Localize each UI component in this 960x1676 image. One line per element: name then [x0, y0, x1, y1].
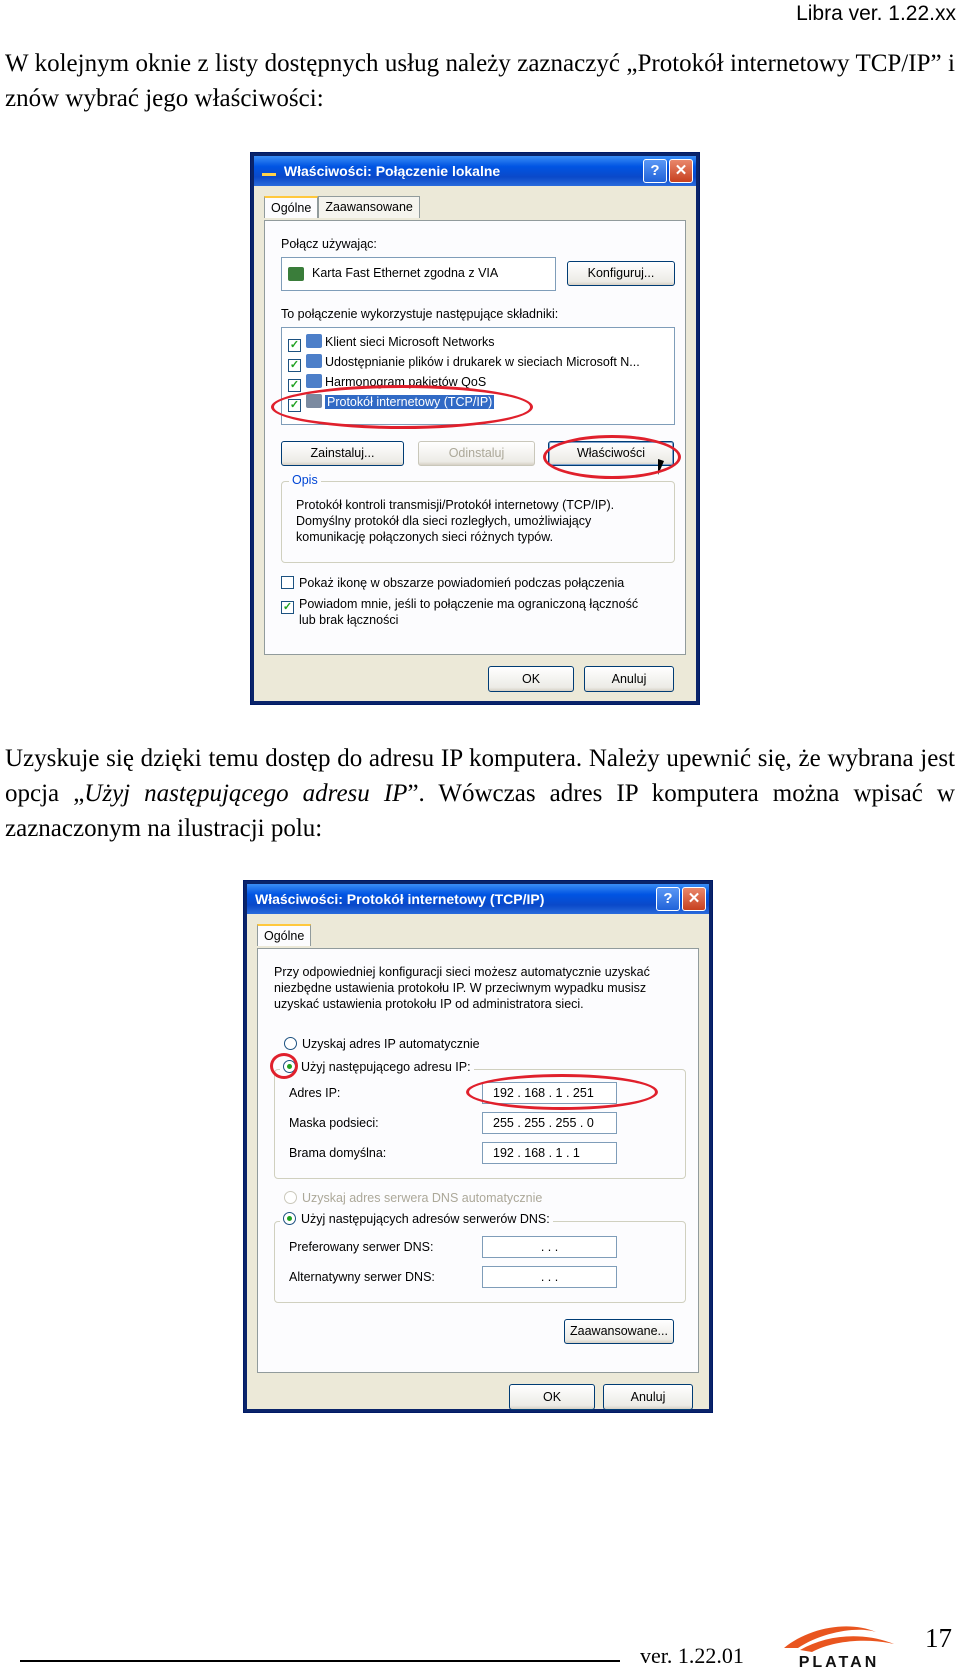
highlight-ring-ip-address: [466, 1074, 658, 1110]
manual-ip-option[interactable]: Użyj następującego adresu IP:: [280, 1060, 474, 1074]
description-line: Domyślny protokół dla sieci rozległych, umożliwiający: [296, 514, 592, 528]
cancel-button[interactable]: Anuluj: [603, 1384, 693, 1410]
description-label: Opis: [289, 473, 321, 487]
network-client-icon: [306, 334, 322, 348]
list-item[interactable]: ✓ Udostępnianie plików i drukarek w sieciach Microsoft N...: [289, 355, 640, 371]
radio-unselected[interactable]: [284, 1037, 297, 1050]
notify-option-line2: lub brak łączności: [299, 613, 399, 627]
adapter-name: Karta Fast Ethernet zgodna z VIA: [312, 266, 499, 280]
checkbox-checked[interactable]: ✓: [289, 339, 300, 351]
ok-button[interactable]: OK: [488, 666, 574, 692]
page-header-version: Libra ver. 1.22.xx: [796, 2, 956, 25]
checkbox-checked[interactable]: ✓: [282, 601, 293, 613]
manual-dns-option[interactable]: Użyj następujących adresów serwerów DNS:: [280, 1212, 553, 1226]
dialog-title: Właściwości: Połączenie lokalne: [283, 163, 501, 179]
preferred-dns-label: Preferowany serwer DNS:: [289, 1240, 434, 1254]
highlight-ring-properties: [543, 435, 681, 479]
ip-paragraph: Uzyskuje się dzięki temu dostęp do adresu IP komputera. Należy upewnić się, że wybrana jest opcja „Użyj następującego adresu IP”. Wówczas adres IP komputera można wpisać w zaznaczonym na ilustracji polu:: [5, 745, 955, 842]
help-button[interactable]: ?: [643, 159, 667, 183]
uninstall-button: Odinstaluj: [418, 441, 535, 466]
highlight-ring-manual-ip: [270, 1053, 298, 1079]
show-icon-option[interactable]: Pokaż ikonę w obszarze powiadomień podczas połączenia: [281, 576, 624, 590]
mask-label: Maska podsieci:: [289, 1116, 379, 1130]
dialog-title-bar: [254, 156, 696, 186]
footer-version: ver. 1.22.01: [640, 1643, 744, 1668]
close-button[interactable]: ✕: [682, 887, 706, 911]
close-button[interactable]: ✕: [669, 159, 693, 183]
tab-panel-general: [257, 948, 699, 1373]
dns-group: [274, 1212, 686, 1303]
radio-selected[interactable]: [283, 1212, 296, 1225]
radio-disabled: [284, 1191, 297, 1204]
ok-button[interactable]: OK: [509, 1384, 595, 1410]
adapter-field: [281, 257, 556, 291]
intro-line: niezbędne ustawienia protokołu IP. W przeciwnym wypadku musisz: [274, 981, 647, 995]
cancel-button[interactable]: Anuluj: [584, 666, 674, 692]
alternate-dns-label: Alternatywny serwer DNS:: [289, 1270, 435, 1284]
ip-label: Adres IP:: [289, 1086, 341, 1100]
ip-address-input[interactable]: 192 . 168 . 1 . 251: [482, 1082, 617, 1104]
help-button[interactable]: ?: [656, 887, 680, 911]
page-number: 17: [925, 1623, 952, 1653]
auto-dns-option: Uzyskaj adres serwera DNS automatycznie: [284, 1191, 542, 1205]
checkbox-checked[interactable]: ✓: [289, 399, 300, 411]
file-sharing-icon: [306, 354, 322, 368]
gateway-label: Brama domyślna:: [289, 1146, 387, 1160]
tab-advanced[interactable]: Zaawansowane: [318, 196, 420, 218]
intro-line: uzyskać ustawienia protokołu IP od administratora sieci.: [274, 997, 584, 1011]
connect-using-label: Połącz używając:: [281, 237, 377, 251]
tab-general[interactable]: Ogólne: [264, 196, 318, 218]
footer-rule: [20, 1660, 620, 1662]
logo-text: PLATAN: [798, 1654, 880, 1670]
dialog-title: Właściwości: Protokół internetowy (TCP/IP): [255, 891, 545, 907]
advanced-button[interactable]: Zaawansowane...: [564, 1319, 674, 1344]
notify-option[interactable]: ✓ Powiadom mnie, jeśli to połączenie ma ograniczoną łączność: [282, 597, 639, 613]
checkbox-checked[interactable]: ✓: [289, 379, 300, 391]
intro-line: Przy odpowiedniej konfiguracji sieci możesz automatycznie uzyskać: [274, 965, 650, 979]
components-label: To połączenie wykorzystuje następujące składniki:: [281, 307, 559, 321]
list-item[interactable]: ✓ Harmonogram pakietów QoS: [289, 375, 487, 391]
highlight-ring-tcpip: [271, 385, 533, 429]
platan-logo: [778, 1618, 900, 1670]
list-item-tcpip[interactable]: ✓ Protokół internetowy (TCP/IP): [289, 395, 493, 411]
configure-button[interactable]: Konfiguruj...: [567, 261, 675, 286]
qos-scheduler-icon: [306, 374, 322, 388]
dialog-connection-properties: [250, 152, 700, 705]
install-button[interactable]: Zainstaluj...: [281, 441, 404, 466]
preferred-dns-input[interactable]: . . .: [482, 1236, 617, 1258]
description-line: komunikację połączonych sieci różnych typów.: [296, 530, 554, 544]
dialog-title-bar: [247, 884, 709, 914]
tab-general[interactable]: Ogólne: [257, 924, 311, 946]
alternate-dns-input[interactable]: . . .: [482, 1266, 617, 1288]
network-card-icon: [288, 267, 304, 281]
title-network-icon: [262, 166, 276, 176]
description-line: Protokół kontroli transmisji/Protokół internetowy (TCP/IP).: [296, 498, 615, 512]
properties-button[interactable]: Właściwości: [548, 441, 674, 466]
auto-ip-option[interactable]: Uzyskaj adres IP automatycznie: [284, 1037, 480, 1051]
list-item[interactable]: ✓ Klient sieci Microsoft Networks: [289, 335, 495, 351]
subnet-mask-input[interactable]: 255 . 255 . 255 . 0: [482, 1112, 617, 1134]
gateway-input[interactable]: 192 . 168 . 1 . 1: [482, 1142, 617, 1164]
checkbox-checked[interactable]: ✓: [289, 359, 300, 371]
intro-paragraph: W kolejnym oknie z listy dostępnych usług należy zaznaczyć „Protokół internetowy TCP/IP” i znów wybrać jego właściwości:: [5, 50, 955, 112]
dialog-tcpip-properties: [243, 880, 713, 1413]
checkbox-unchecked[interactable]: [281, 576, 294, 589]
description-group: [281, 473, 675, 563]
